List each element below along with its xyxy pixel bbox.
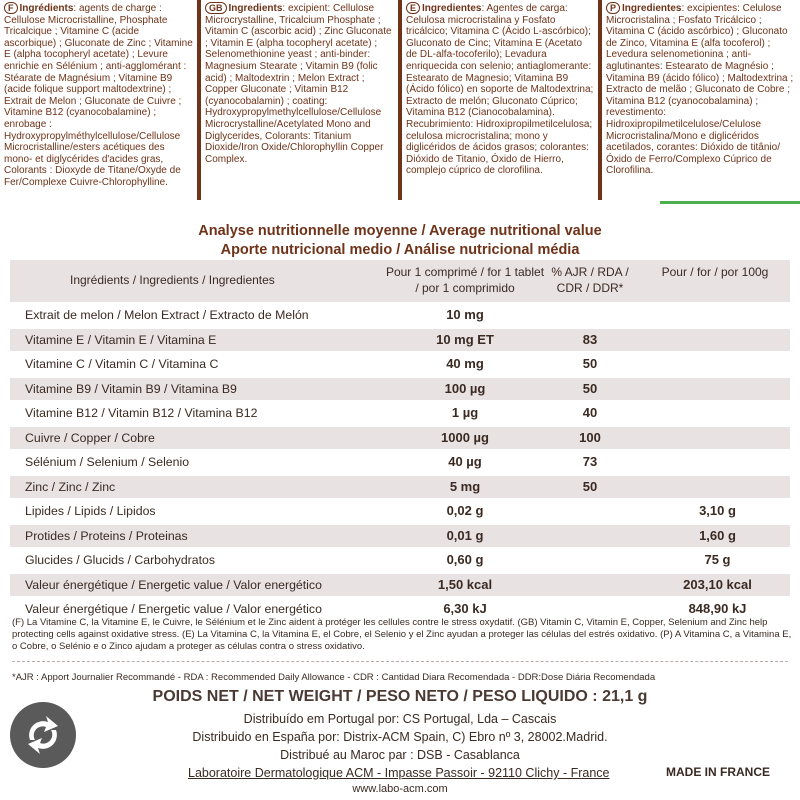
website-text: www.labo-acm.com [352, 783, 448, 795]
per-tablet-value: 40 µg [448, 454, 482, 469]
ingredients-heading: Ingredientes [422, 3, 482, 14]
rda-definitions: *AJR : Apport Journalier Recommandé - RDA : Recommended Daily Allowance - CDR : Cantidad Diara Recomendada - DDR:Dose Diária Recomendada [12, 672, 656, 683]
nutrient-name: Zinc / Zinc / Zinc [25, 479, 116, 494]
ajr-value: 100 [579, 429, 601, 445]
per-tablet-value: 1 µg [451, 405, 479, 420]
table-row [10, 427, 790, 449]
per-100g-value: 203,10 kcal [683, 576, 752, 592]
ajr-value: 50 [582, 380, 598, 396]
header-ajr: % AJR / RDA / CDR / DDR* [551, 265, 629, 295]
per-tablet-value: 6,30 kJ [443, 601, 487, 616]
net-weight: POIDS NET / NET WEIGHT / PESO NETO / PESO LIQUIDO : 21,1 g [152, 688, 648, 705]
table-row [10, 402, 790, 424]
ajr-value: 50 [582, 356, 598, 371]
per-tablet-value: 0,01 g [446, 527, 484, 543]
per-tablet-value: 10 mg ET [436, 331, 494, 347]
ingredients-fr [0, 0, 197, 200]
nutrition-subtitle: Aporte nutricional medio / Análise nutricional média [220, 242, 580, 258]
per-tablet-value: 40 mg [446, 356, 484, 371]
ingredients-text: : excipient: Cellulose Microcrystalline, Tricalcium Phosphate ; Vitamin C (ascorbic acid) ; Zinc Gluconate ; Vitamin E (alpha tocopheryl acetate) ; Selenomethionine yeast ; anti-binder: Magnesium Stearate ; Vitamin B9 (folic acid) ; Maltodextrin ; Melon Extract ; Copper Gluconate ; Vitamin B12 (cyanocobalamin) ; coating: Hydroxypropylmethylcellulose/Cellulose Microcrystalline/Acetylated Mono and Diglycerides, Colorants: Titanium Dioxide/Iron Oxide/Chlorophyllin Copper Complex. [205, 3, 392, 165]
nutrient-name: Vitamine B12 / Vitamin B12 / Vitamina B12 [25, 406, 258, 420]
nutrient-name: Extrait de melon / Melon Extract / Extracto de Melón [25, 308, 309, 322]
table-row [10, 451, 790, 473]
nutrient-name: Sélénium / Selenium / Selenio [25, 455, 190, 469]
per-tablet-value: 0,02 g [446, 503, 484, 518]
nutrient-name: Valeur énergétique / Energetic value / Valor energético [25, 602, 322, 616]
ingredients-heading: Ingredients [228, 3, 283, 14]
nutrient-name: Lipides / Lipids / Lipidos [25, 504, 156, 518]
per-tablet-value: 0,60 g [446, 552, 484, 567]
language-badge-gb: GB [205, 2, 227, 14]
table-row [10, 549, 790, 571]
ingredients-gb [201, 0, 398, 200]
ingredients-heading: Ingredientes [622, 3, 682, 14]
table-row [10, 304, 790, 326]
distributor-spain: Distribuido en España por: Distrix-ACM Spain, C) Ebro nº 3, 28002.Madrid. [192, 730, 608, 744]
header-per-100g: Pour / for / por 100g [661, 265, 769, 279]
language-badge-pt: P [606, 2, 620, 14]
nutrient-name: Valeur énergétique / Energetic value / Valor energético [25, 577, 322, 592]
ingredients-text: : agents de charge : Cellulose Microcristalline, Phosphate Tricalcique ; Vitamine C (acide ascorbique) ; Gluconate de Zinc ; Vitamine E (alpha tocopheryl acetate) ; Levure enrichie en Sélénium ; anti-agglomérant : Stéarate de Magnésium ; Vitamine B9 (acide folique support maltodextrine) ; Extrait de Melon ; Gluconate de Cuivre ; Vitamine B12 (cyanocobalamine) ; enrobage : Hydroxypropylméthylcellulose/Cellulose Microcristalline/esters acétiques des mono- et diglycérides d'acides gras, Colorants : Dioxyde de Titane/Oxyde de Fer/Complexe Cuivre-Chlorophylline. [4, 3, 193, 188]
per-tablet-value: 5 mg [449, 478, 481, 494]
nutrient-name: Protides / Proteins / Proteinas [25, 528, 188, 543]
table-row [10, 378, 790, 400]
nutrient-name: Vitamine B9 / Vitamin B9 / Vitamina B9 [25, 381, 237, 396]
ingredients-pt [602, 0, 800, 200]
nutrient-name: Cuivre / Copper / Cobre [25, 430, 155, 445]
ajr-value: 73 [582, 454, 598, 469]
table-row [10, 500, 790, 522]
language-badge-fr: F [4, 2, 18, 14]
ingredients-es [402, 0, 598, 200]
per-tablet-value: 1000 µg [441, 429, 489, 445]
table-row [10, 574, 790, 596]
ingredients-text: : excipientes: Celulose Microcristalina ; Fosfato Tricálcico ; Vitamina C (ácido ascórbico) ; Gluconato de Zinco, Vitamina E (alfa tocoferol) ; Levedura selenometionina ; anti-aglutinantes: Estearato de Magnésio ; Vitamina B9 (ácido fólico) ; Maltodextrina ; Extracto de melão ; Gluconato de Cobre ; Vitamina B12 (cyanocobalamina) ; revestimento: Hidroxipropilmetilcelulose/Celulose Microcristalina/Mono e diglicéridos acetilados, corantes: Dióxido de titânio/Óxido de Ferro/Complexo Cúprico de Clorofilina. [606, 3, 794, 177]
header-ingredients: Ingrédients / Ingredients / Ingredientes [70, 273, 275, 287]
table-row [10, 525, 790, 547]
laboratory-address: Laboratoire Dermatologique ACM - Impasse Passoir - 92110 Clichy - France [188, 766, 610, 780]
table-row [10, 353, 790, 375]
per-100g-value: 75 g [704, 552, 731, 567]
green-accent-line [0, 200, 800, 208]
per-100g-value: 848,90 kJ [688, 601, 747, 616]
language-badge-es: E [406, 2, 420, 14]
ajr-value: 50 [582, 478, 598, 494]
ingredients-heading: Ingrédients [19, 3, 74, 14]
ingredients-band [0, 0, 800, 200]
per-100g-value: 1,60 g [699, 527, 736, 543]
antioxidant-note: (F) La Vitamine C, la Vitamine E, le Cuivre, le Sélénium et le Zinc aident à protéger les cellules contre le stress oxydatif. (GB) Vitamin C, Vitamin E, Copper, Selenium and Zinc help protecting cells against oxidative stress. (E) La Vitamina C, la Vitamina E, el Cobre, el Selenio y el Zinc ayudan a proteger las células del estrés oxidativo. (P) A Vitamina C, a Vitamina E, o Cobre, o Selénio e o Zinco ajudam a proteger as células contra o stress oxidativo. [12, 617, 792, 652]
nutrient-name: Glucides / Glucids / Carbohydratos [25, 553, 216, 567]
per-tablet-value: 1,50 kcal [437, 576, 493, 592]
distributor-portugal: Distribuído em Portugal por: CS Portugal, Lda – Cascais [243, 712, 557, 726]
header-per-tablet: Pour 1 comprimé / for 1 tablet / por 1 comprimido [385, 265, 545, 295]
nutrient-name: Vitamine C / Vitamin C / Vitamina C [25, 357, 219, 371]
table-row [10, 476, 790, 498]
per-tablet-value: 10 mg [446, 307, 484, 322]
ajr-value: 83 [582, 331, 598, 347]
dashed-divider [12, 661, 788, 662]
nutrition-title: Analyse nutritionnelle moyenne / Average nutritional value [198, 223, 602, 239]
nutrient-name: Vitamine E / Vitamin E / Vitamina E [25, 332, 217, 347]
table-header [10, 260, 790, 302]
table-row [10, 329, 790, 351]
distributor-morocco: Distribué au Maroc par : DSB - Casablanca [280, 748, 520, 762]
per-tablet-value: 100 µg [444, 380, 486, 396]
per-100g-value: 3,10 g [699, 503, 736, 518]
made-in-label: MADE IN FRANCE [666, 765, 770, 779]
ajr-value: 40 [582, 405, 598, 420]
ingredients-text: : Agentes de carga: Celulosa microcristalina y Fosfato tricálcico; Vitamina C (Ácido L-ascórbico); Gluconato de Cinc; Vitamina E (Acetato de DL-alfa-tocoferilo); Levadura enriquecida con selenio; antiaglomerante: Estearato de Magnesio; Vitamina B9 (Ácido fólico) en soporte de Maltodextrina; Extracto de melón; Gluconato Cúprico; Vitamina B12 (Cianocobalamina). Recubrimiento: Hidroxipropilmetilcelulosa; celulosa microcristalina; mono y diglicéridos de ácidos grasos; colorantes: Dióxido de Titanio, Óxido de Hierro, complejo cúprico de clorofilina. [406, 3, 594, 177]
